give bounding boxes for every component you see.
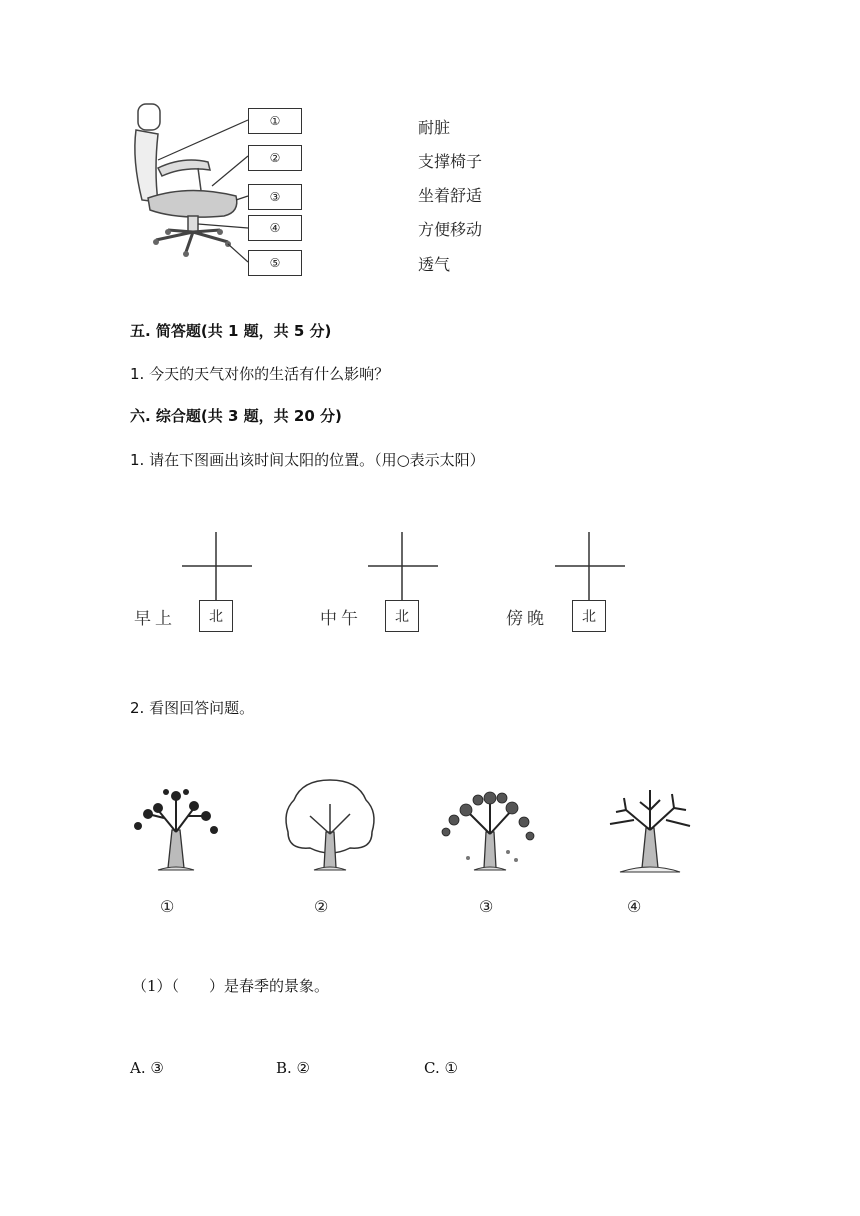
section-5-question-1: 1. 今天的天气对你的生活有什么影响？	[130, 365, 390, 383]
direction-cross-evening	[555, 532, 625, 604]
north-box-morning: 北	[199, 600, 233, 632]
section-6-question-1: 1. 请在下图画出该时间太阳的位置。（用○表示太阳）	[130, 451, 485, 469]
chair-part-label-4: ④	[248, 215, 302, 241]
function-label-dirt-resistant: 耐脏	[418, 118, 451, 137]
function-label-comfort: 坐着舒适	[418, 186, 483, 205]
function-label-mobility: 方便移动	[418, 220, 483, 239]
tree-bare-branches-illustration	[604, 780, 694, 880]
time-label-morning: 早上	[134, 609, 176, 629]
chair-part-label-1: ①	[248, 108, 302, 134]
function-label-support: 支撑椅子	[418, 152, 483, 171]
section-6-question-2: 2. 看图回答问题。	[130, 699, 255, 717]
chair-part-label-2: ②	[248, 145, 302, 171]
option-c[interactable]: C. ①	[424, 1059, 458, 1077]
direction-cross-morning	[182, 532, 252, 604]
section-6-title: 六. 综合题(共 3 题，共 20 分)	[130, 407, 342, 425]
chair-part-label-3: ③	[248, 184, 302, 210]
north-box-evening: 北	[572, 600, 606, 632]
tree-full-canopy-illustration	[280, 776, 380, 880]
tree-number-3: ③	[479, 897, 494, 916]
tree-number-1: ①	[160, 897, 175, 916]
section-5-title: 五. 简答题(共 1 题，共 5 分)	[130, 322, 332, 340]
tree-falling-leaves-illustration	[438, 780, 538, 880]
chair-leader-lines	[128, 100, 258, 270]
chair-part-label-5: ⑤	[248, 250, 302, 276]
tree-sparse-leaves-illustration	[128, 780, 224, 880]
section-6-subquestion-1: （1）（ ）是春季的景象。	[132, 977, 330, 995]
option-b[interactable]: B. ②	[276, 1059, 311, 1077]
time-label-evening: 傍晚	[506, 609, 548, 629]
function-label-breathable: 透气	[418, 255, 451, 274]
tree-number-4: ④	[627, 897, 642, 916]
direction-cross-noon	[368, 532, 438, 604]
tree-number-2: ②	[314, 897, 329, 916]
time-label-noon: 中午	[320, 609, 362, 629]
option-a[interactable]: A. ③	[130, 1059, 164, 1077]
north-box-noon: 北	[385, 600, 419, 632]
